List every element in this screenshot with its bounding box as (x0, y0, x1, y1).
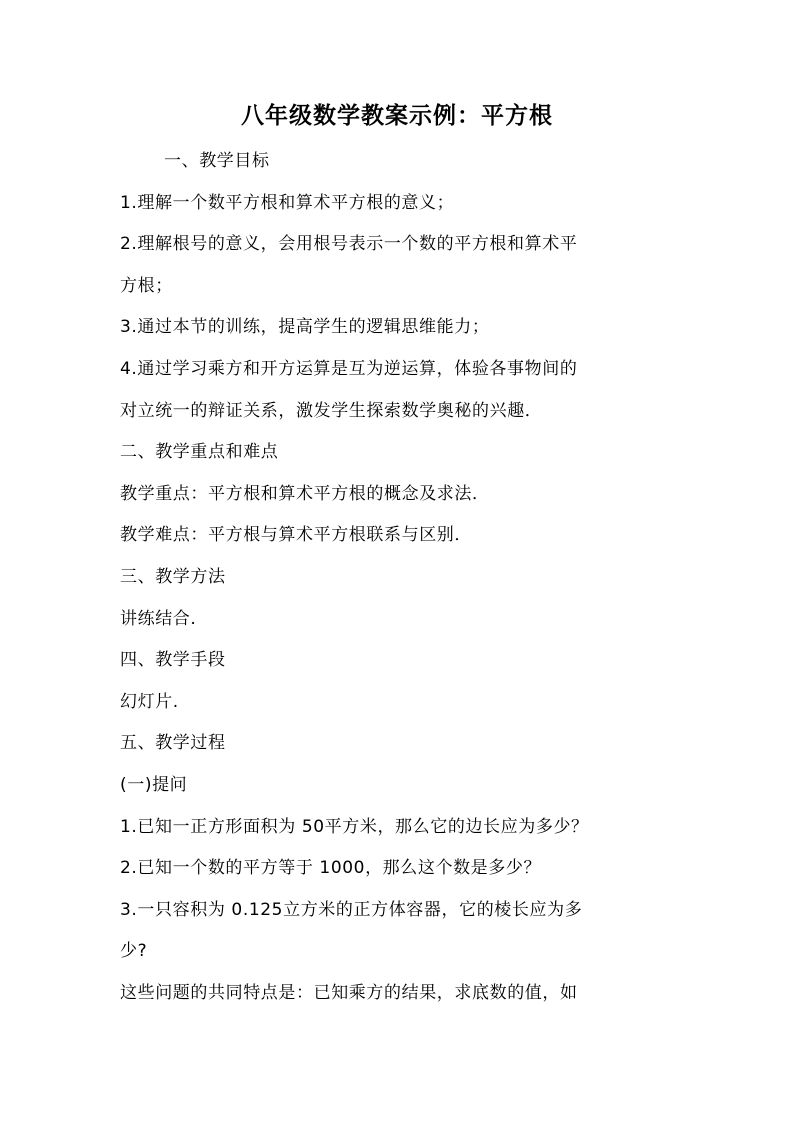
section-heading-methods: 三、教学方法 (120, 566, 226, 587)
objective-3: 3.通过本节的训练，提高学生的逻辑思维能力； (120, 317, 490, 338)
key-point: 教学重点：平方根和算术平方根的概念及求法． (120, 483, 490, 504)
document-body (120, 141, 680, 1014)
objective-4-continued: 对立统一的辩证关系，激发学生探索数学奥秘的兴趣． (120, 400, 543, 421)
section-heading-process: 五、教学过程 (120, 733, 226, 754)
teaching-method: 讲练结合. (120, 608, 197, 629)
document-title: 八年级数学教案示例：平方根 (241, 102, 553, 129)
question-3: 3.一只容积为 0.125立方米的正方体容器，它的棱长应为多 (120, 899, 583, 920)
section-heading-key-points: 二、教学重点和难点 (120, 442, 279, 463)
subsection-questions: (一)提问 (120, 774, 188, 795)
objective-2: 2.理解根号的意义，会用根号表示一个数的平方根和算术平 (120, 234, 578, 255)
summary-paragraph: 这些问题的共同特点是：已知乘方的结果，求底数的值，如 (120, 982, 578, 1003)
question-1: 1.已知一正方形面积为 50平方米，那么它的边长应为多少？ (120, 816, 589, 837)
question-2: 2.已知一个数的平方等于 1000，那么这个数是多少？ (120, 858, 542, 879)
objective-1: 1.理解一个数平方根和算术平方根的意义； (120, 192, 455, 213)
difficult-point: 教学难点：平方根与算术平方根联系与区别． (120, 525, 472, 546)
objective-4: 4.通过学习乘方和开方运算是互为逆运算，体验各事物间的 (120, 358, 578, 379)
question-3-continued: 少? (120, 941, 148, 962)
teaching-means: 幻灯片. (120, 691, 179, 712)
section-heading-objectives: 一、教学目标 (164, 151, 270, 171)
section-heading-means: 四、教学手段 (120, 650, 226, 671)
objective-2-continued: 方根； (120, 275, 173, 296)
